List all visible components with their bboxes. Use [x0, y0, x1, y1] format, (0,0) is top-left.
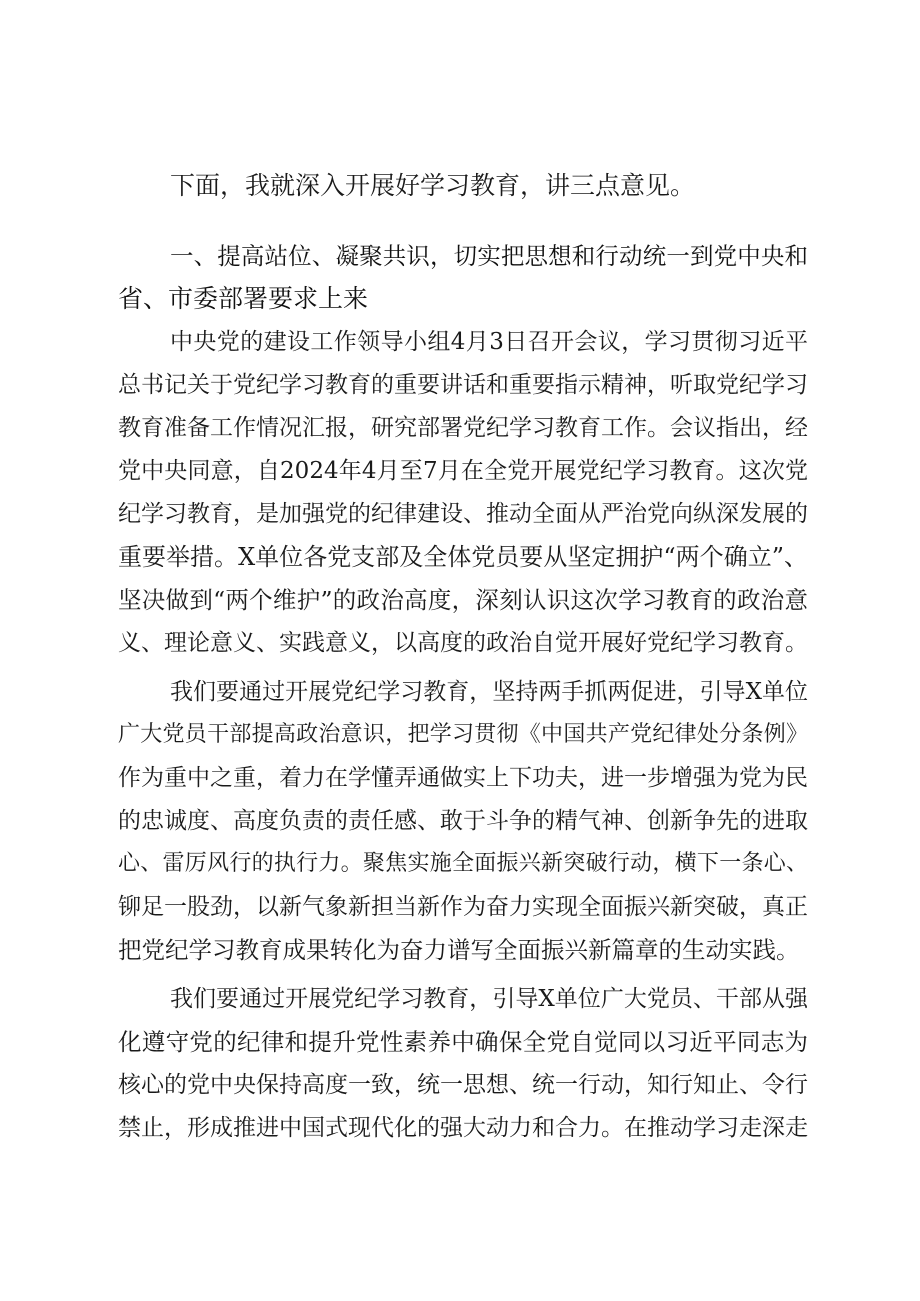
paragraph-1-line: 坚决做到“两个维护”的政治高度，深刻认识这次学习教育的政治意: [118, 586, 808, 614]
paragraph-3-line: 核心的党中央保持高度一致，统一思想、统一行动，知行知止、令行: [118, 1072, 808, 1098]
paragraph-2-line: 广大党员干部提高政治意识，把学习贯彻《中国共产党纪律处分条例》: [118, 722, 808, 747]
paragraph-1-line: 义、理论意义、实践意义，以高度的政治自觉开展好党纪学习教育。: [118, 630, 808, 656]
paragraph-1-line: 纪学习教育，是加强党的纪律建设、推动全面从严治党向纵深发展的: [118, 501, 808, 527]
section-heading-line-1: 一、提高站位、凝聚共识，切实把思想和行动统一到党中央和: [170, 242, 808, 270]
paragraph-1-line: 教育准备工作情况汇报，研究部署党纪学习教育工作。会议指出，经: [118, 415, 808, 441]
paragraph-2-line: 的忠诚度、高度负责的责任感、敢于斗争的精气神、创新争先的进取: [118, 808, 808, 834]
paragraph-1-line: 党中央同意，自2024年4月至7月在全党开展党纪学习教育。这次党: [118, 458, 808, 484]
intro-line: 下面，我就深入开展好学习教育，讲三点意见。: [170, 171, 696, 200]
paragraph-2-line: 心、雷厉风行的执行力。聚焦实施全面振兴新突破行动，横下一条心、: [118, 851, 808, 876]
paragraph-3-line: 我们要通过开展党纪学习教育，引导X单位广大党员、干部从强: [170, 986, 808, 1012]
paragraph-3-line: 禁止，形成推进中国式现代化的强大动力和合力。在推动学习走深走: [118, 1115, 808, 1141]
paragraph-1-line: 重要举措。X单位各党支部及全体党员要从坚定拥护“两个确立”、: [118, 543, 808, 571]
paragraph-2-line: 把党纪学习教育成果转化为奋力谱写全面振兴新篇章的生动实践。: [118, 936, 800, 964]
paragraph-3-line: 化遵守党的纪律和提升党性素养中确保全党自觉同以习近平同志为: [118, 1028, 808, 1056]
paragraph-2-line: 铆足一股劲，以新气象新担当新作为奋力实现全面振兴新突破，真正: [118, 894, 808, 920]
paragraph-2-line: 作为重中之重，着力在学懂弄通做实上下功夫，进一步增强为党为民: [118, 765, 808, 791]
paragraph-1-line: 总书记关于党纪学习教育的重要讲话和重要指示精神，听取党纪学习: [118, 372, 808, 398]
paragraph-2-line: 我们要通过开展党纪学习教育，坚持两手抓两促进，引导X单位: [170, 679, 808, 705]
paragraph-1-line: 中央党的建设工作领导小组4月3日召开会议，学习贯彻习近平: [170, 329, 808, 355]
section-heading-line-2: 省、市委部署要求上来: [118, 284, 369, 313]
